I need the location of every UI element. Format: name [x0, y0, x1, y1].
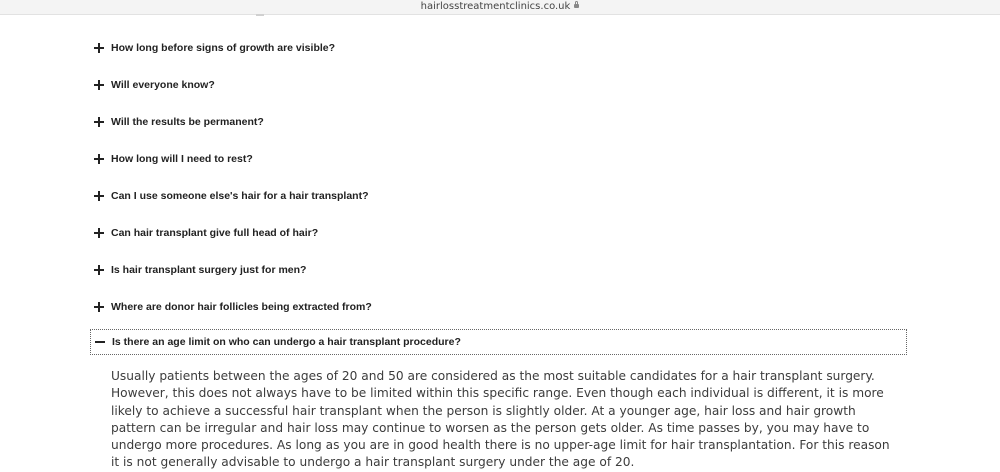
faq-item[interactable]: [90, 214, 907, 251]
faq-question[interactable]: Is hair transplant surgery just for men?: [111, 263, 307, 276]
plus-icon[interactable]: [90, 75, 110, 95]
scroll-hint-mark: [256, 14, 264, 16]
plus-icon[interactable]: [90, 260, 110, 280]
faq-item[interactable]: [90, 103, 907, 140]
faq-question[interactable]: Can I use someone else's hair for a hair transplant?: [111, 189, 369, 202]
faq-question[interactable]: Is there an age limit on who can undergo a hair transplant procedure?: [112, 336, 461, 348]
faq-item[interactable]: [90, 66, 907, 103]
plus-icon[interactable]: [90, 186, 110, 206]
faq-item[interactable]: [90, 251, 907, 288]
lock-icon: [574, 4, 579, 8]
plus-icon[interactable]: [90, 297, 110, 317]
faq-question[interactable]: Will the results be permanent?: [111, 115, 264, 128]
plus-icon[interactable]: [90, 112, 110, 132]
address-bar[interactable]: [0, 0, 1000, 15]
faq-question[interactable]: Where are donor hair follicles being extracted from?: [111, 300, 372, 313]
faq-question[interactable]: How long will I need to rest?: [111, 152, 253, 165]
plus-icon[interactable]: [90, 149, 110, 169]
url-text: hairlosstreatmentclinics.co.uk: [420, 1, 571, 12]
faq-question[interactable]: Can hair transplant give full head of hair?: [111, 226, 319, 239]
faq-answer-text: Usually patients between the ages of 20 and 50 are considered as the most suitable candidates for a hair transplant surgery. However, this does not always have to be limited within this specific range. Even though each individual is different, it is more likely to achieve a successful hair transplant when the person is slightly older. At a younger age, hair loss and hair growth pattern can be irregular and hair loss may continue to worsen as the person gets older. As time passes by, you may have to undergo more procedures. As long as you are in good health there is no upper-age limit for hair transplantation. For this reason it is not generally advisable to undergo a hair transplant surgery under the age of 20.: [111, 369, 890, 470]
faq-item[interactable]: [90, 177, 907, 214]
minus-icon[interactable]: [91, 332, 111, 352]
faq-question[interactable]: Will everyone know?: [111, 78, 215, 91]
faq-item[interactable]: [90, 29, 907, 66]
plus-icon[interactable]: [90, 223, 110, 243]
faq-question[interactable]: How long before signs of growth are visible?: [111, 41, 336, 54]
faq-item[interactable]: [90, 140, 907, 177]
faq-item[interactable]: [90, 288, 907, 325]
plus-icon[interactable]: [90, 38, 110, 58]
faq-answer: [111, 368, 901, 472]
faq-accordion: [90, 29, 907, 355]
faq-item-expanded[interactable]: [90, 329, 907, 355]
